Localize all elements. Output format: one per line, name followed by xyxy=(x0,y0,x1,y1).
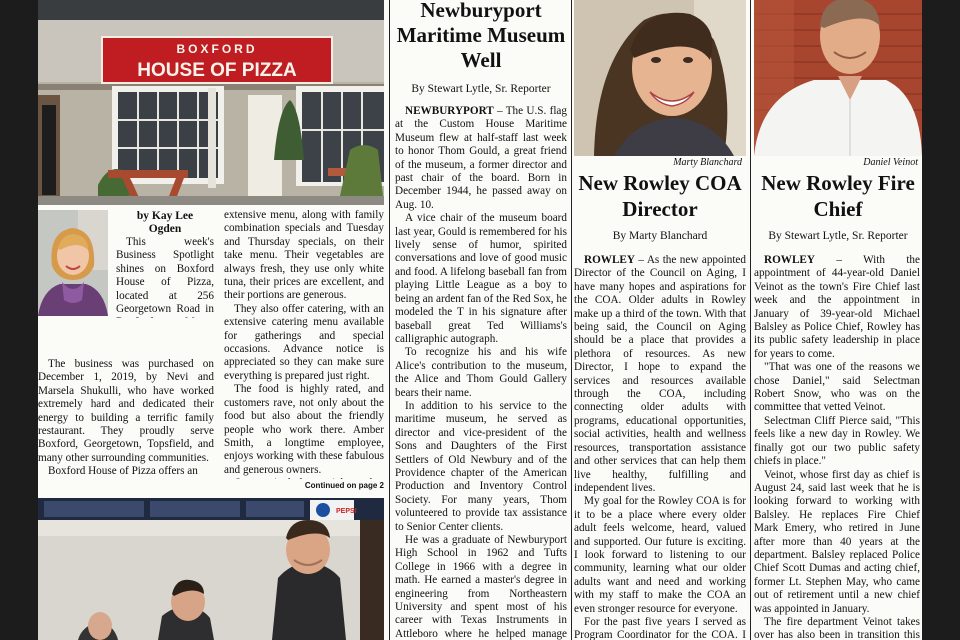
boxford-left-text xyxy=(38,318,214,488)
fire-chief-paragraph-2: "That was one of the reasons we chose Daniel," said Selectman Robert Snow, who was on the committee that vetted Veinot. xyxy=(754,361,920,414)
boxford-storefront-photo xyxy=(38,0,384,205)
newburyport-paragraph-5: He was a graduate of Newburyport High School in 1962 and Tufts College in 1966 with a degree in math. He earned a master's degree in engineering from Northeastern University and spent most of his career with Texas Instruments in Attleboro where he helped manage xyxy=(395,534,567,640)
boxford-left-text-top xyxy=(116,236,214,318)
newburyport-paragraph-4: In addition to his service to the maritime museum, he served as director and vice-president of the Sons and Daughters of the First Settlers of Old Newbury and of the Providence chapter of the American Production and Inventory Control Society. For many years, Thom volunteered to provide tax assistance to Senior Center clients. xyxy=(395,399,567,533)
column-rule-1 xyxy=(389,0,390,640)
marty-blanchard-caption: Marty Blanchard xyxy=(673,157,742,168)
boxford-staff-photo xyxy=(38,498,384,640)
newburyport-paragraph-1-text: – The U.S. flag at the Custom House Maritime Museum flew at half-staff last week to honor Thom Gould, a great friend of the museum, a former director and past chair of the board. Born in December 1944, he passed away on Aug. 10. xyxy=(395,105,567,211)
boxford-right-paragraph-2: They also offer catering, with an extensive catering menu available for gatherings and special occasions. Advance notice is appreciated so they can make sure everything is prepared just right. xyxy=(224,302,384,382)
boxford-right-text xyxy=(224,209,384,479)
boxford-paragraph-1a: This week's Business Spotlight shines on Boxford House of Pizza, located at 256 Georgetown Road in xyxy=(116,236,214,316)
fire-chief-paragraph-4: Veinot, whose first day as chief is August 24, said last week that he is looking forward to working with Balsley. He replaces Fire Chief Mark Emery, who retired in June after more than 40 years at the department. Balsley replaced Police Chief Scott Dumas and acting chief, former Lt. Stephen May, who came out of retirement until a new chief was appointed in January. xyxy=(754,468,920,615)
daniel-veinot-photo xyxy=(754,0,922,156)
coa-paragraph-1 xyxy=(574,254,746,495)
fire-chief-dateline: ROWLEY xyxy=(764,254,815,266)
newspaper-page xyxy=(38,0,922,640)
fire-chief-byline: By Stewart Lytle, Sr. Reporter xyxy=(768,230,908,242)
coa-article xyxy=(574,0,746,640)
newburyport-dateline: NEWBURYPORT xyxy=(405,105,494,117)
fire-chief-body xyxy=(754,254,920,640)
kay-lee-byline xyxy=(116,210,214,236)
fire-chief-paragraph-3: Selectman Cliff Pierce said, "This feels like a new day in Rowley. We finally got our two public safety chiefs in place." xyxy=(754,414,920,468)
column-rule-2 xyxy=(571,0,572,640)
coa-body xyxy=(574,254,746,640)
fire-chief-paragraph-5: The fire department Veinot takes over has also been in transition this xyxy=(754,615,920,640)
byline-line-2: Ogden xyxy=(148,223,182,235)
boxford-paragraph-3: Boxford House of Pizza offers an xyxy=(48,465,198,477)
fire-chief-article xyxy=(754,0,922,640)
pizza-sign-main: HOUSE OF PIZZA xyxy=(137,60,297,81)
coa-paragraph-3: For the past five years I served as Program Coordinator for the COA. I xyxy=(574,615,746,640)
boxford-paragraph-2: The business was purchased on December 1, 2019, by Nevi and Marsela Shukulli, who have worked extremely hard and dedicated their energy to building a terrific family restaurant. They proudly serve Boxford, Georgetown, Topsfield, and many other surrounding communities. xyxy=(38,358,214,464)
newburyport-paragraph-1 xyxy=(395,105,567,212)
fire-chief-paragraph-1-text: – With the appointment of 44-year-old Daniel Veinot as the town's Fire Chief last week and the appointment in January of 39-year-old Michael Balsley as Police Chief, Rowley has its public safety leadership in place for years to come. xyxy=(754,254,920,360)
coa-dateline: ROWLEY xyxy=(584,254,635,266)
fire-chief-headline: New Rowley Fire Chief xyxy=(761,171,915,221)
boxford-right-paragraph-4 xyxy=(224,477,384,479)
boxford-right-paragraph-3: The food is highly rated, and customers rave, not only about the food but also about the friendly people who work there. Amber Smith, a longtime employee, enjoys working with these fabulous and generous owners. xyxy=(224,383,384,476)
coa-byline: By Marty Blanchard xyxy=(612,230,708,242)
byline-line-1: by Kay Lee xyxy=(136,210,194,222)
coa-paragraph-2: My goal for the Rowley COA is for it to be a place where every older adult feels welcome, heard, valued and supported. Our future is exciting. I look forward to listening to our community, learning what our older adults want and need and working with my staff to make the COA an even stronger resource for everyone. xyxy=(574,495,746,615)
coa-paragraph-1-text: – As the new appointed Director of the Council on Aging, I have many hopes and aspirations for the COA. Older adults in Rowley make up a third of the town. With that being said, the Council on Aging should be a place that provides a plethora of resources. As new Director, I hope to expand the services and resources available through the COA, including connecting older adults with programs, educational opportunities, social activities, health and wellness resources, transportation assistance and other services that can help them live healthy, fulfilling and independent lives. xyxy=(574,254,746,494)
newburyport-paragraph-3: To recognize his and his wife Alice's contribution to the museum, the Alice and Thom Gould Gallery bears their name. xyxy=(395,346,567,399)
pizza-sign-top: BOXFORD xyxy=(176,42,258,56)
continued-on-page-2: Continued on page 2 xyxy=(304,481,384,490)
newburyport-paragraph-2: A vice chair of the museum board last year, Gould is remembered for his lively sense of humor, spirited conversations and love of good music and food. A lifelong baseball fan from playing Little League as a boy to being an ardent fan of the Red Sox, he modeled the T in his signature after baseball great Ted Williams's calligraphic autograph. xyxy=(395,212,567,345)
coa-headline: New Rowley COA Director xyxy=(578,171,742,221)
boxford-right-paragraph-1: extensive menu, along with family combination specials and Tuesday and Thursday specials, on their take menu. Their vegetables are always fresh, they use only white tuna, their prices are excellent, and their portions are generous. xyxy=(224,209,384,302)
column-rule-3 xyxy=(750,0,751,640)
marty-blanchard-photo xyxy=(574,0,746,156)
boxford-paragraph-1b xyxy=(38,318,214,358)
newburyport-article xyxy=(395,0,567,640)
author-photo-kay-lee-ogden xyxy=(38,210,108,316)
menu-sign-pepsi: PEPSI xyxy=(336,508,357,515)
newburyport-headline: Newburyport Maritime Museum Well xyxy=(396,0,566,72)
newburyport-byline: By Stewart Lytle, Sr. Reporter xyxy=(411,83,551,95)
newburyport-body xyxy=(395,105,567,640)
daniel-veinot-caption: Daniel Veinot xyxy=(863,157,918,168)
boxford-article xyxy=(38,0,384,640)
fire-chief-paragraph-1 xyxy=(754,254,920,361)
